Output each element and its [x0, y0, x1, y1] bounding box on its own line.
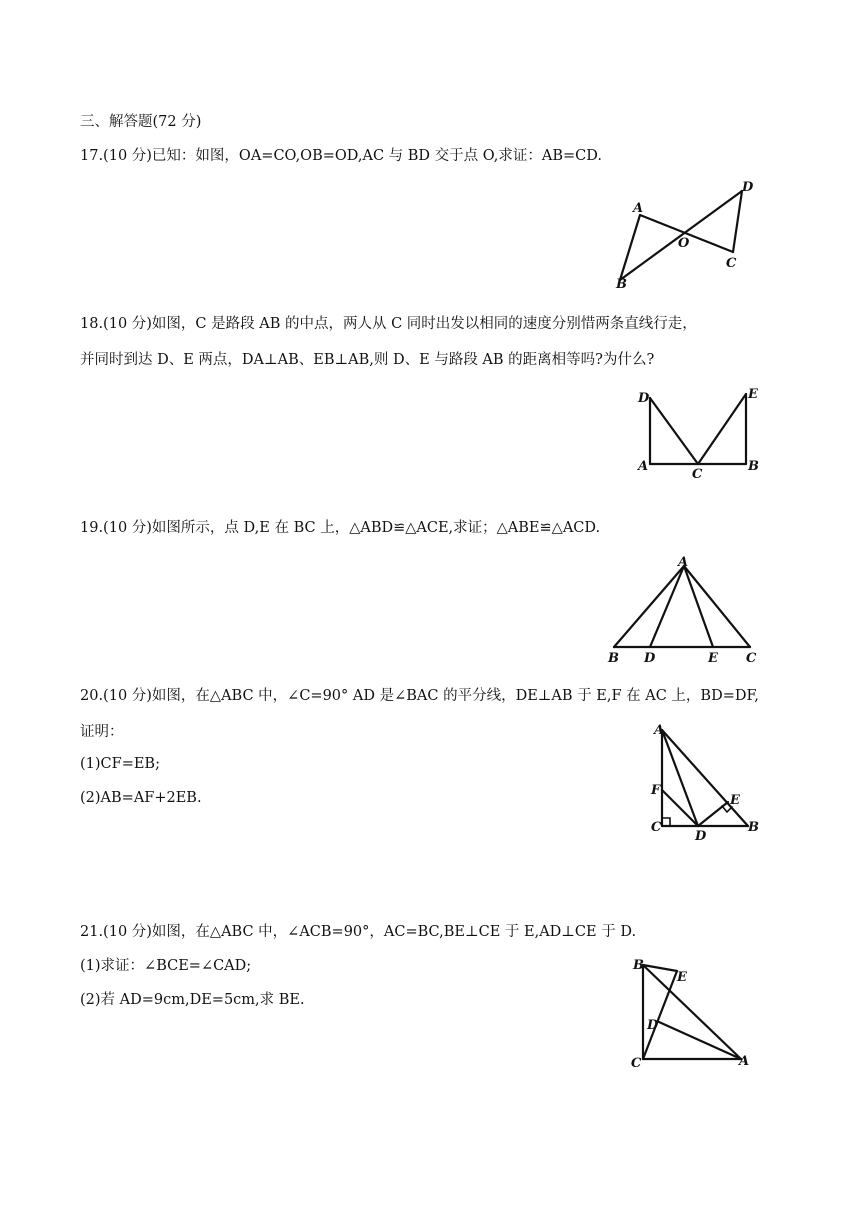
right-angle-c: [662, 818, 670, 826]
segment-ad: [650, 566, 684, 647]
segment-de: [698, 802, 728, 826]
segment-ce: [698, 394, 746, 464]
segment-ad: [662, 730, 698, 826]
segment-ab: [662, 730, 748, 826]
segment-ba: [643, 965, 741, 1059]
question-20-line-2: 证明：: [80, 724, 124, 740]
label-a: A: [654, 723, 665, 738]
question-20-part-2: (2)AB=AF+2EB.: [80, 790, 202, 806]
label-a: A: [678, 555, 689, 570]
label-b: B: [633, 958, 644, 973]
label-c: C: [746, 651, 757, 666]
figure-17: [600, 175, 770, 295]
question-20-part-1: (1)CF=EB;: [80, 756, 160, 772]
question-19-text: 19.(10 分)如图所示，点 D,E 在 BC 上，△ABD≌△ACE,求证；△ABE≌△ACD.: [80, 520, 601, 536]
question-21-part-1: (1)求证：∠BCE=∠CAD;: [80, 958, 252, 974]
question-17-text: 17.(10 分)已知：如图，OA=CO,OB=OD,AC 与 BD 交于点 O,求证：AB=CD.: [80, 148, 602, 164]
segment-cd: [733, 191, 742, 252]
question-21-line-1: 21.(10 分)如图，在△ABC 中，∠ACB=90°，AC=BC,BE⊥CE 于 E,AD⊥CE 于 D.: [80, 924, 637, 940]
question-18-line-2: 并同时到达 D、E 两点，DA⊥AB、EB⊥AB,则 D、E 与路段 AB 的距离相等吗?为什么?: [80, 352, 655, 368]
label-d: D: [695, 829, 707, 844]
label-c: C: [692, 467, 703, 482]
label-b: B: [748, 820, 759, 835]
figure-20: [640, 718, 770, 848]
label-a: A: [638, 459, 649, 474]
question-18-line-1: 18.(10 分)如图，C 是路段 AB 的中点，两人从 C 同时出发以相同的速度分别惜两条直线行走，: [80, 316, 697, 332]
label-f: F: [651, 783, 661, 798]
label-c: C: [726, 256, 737, 271]
question-21-part-2: (2)若 AD=9cm,DE=5cm,求 BE.: [80, 992, 305, 1008]
label-a: A: [633, 201, 644, 216]
label-e: E: [748, 387, 758, 402]
segment-dc: [650, 398, 698, 464]
label-d: D: [644, 651, 656, 666]
segment-ec: [643, 971, 677, 1059]
segment-ab: [620, 215, 640, 280]
label-e: E: [677, 970, 687, 985]
label-d: D: [647, 1018, 659, 1033]
label-e: E: [708, 651, 718, 666]
segment-ab: [614, 566, 684, 647]
label-a: A: [739, 1054, 750, 1069]
label-d: D: [638, 391, 650, 406]
segment-fd: [662, 790, 698, 826]
segment-ae: [684, 566, 713, 647]
question-20-line-1: 20.(10 分)如图，在△ABC 中，∠C=90° AD 是∠BAC 的平分线，DE⊥AB 于 E,F 在 AC 上，BD=DF,: [80, 688, 759, 704]
label-c: C: [651, 820, 662, 835]
figure-21: [625, 955, 760, 1075]
label-b: B: [616, 277, 627, 292]
label-b: B: [748, 459, 759, 474]
figure-19: [600, 552, 770, 667]
label-c: C: [631, 1056, 642, 1071]
segment-ac: [684, 566, 750, 647]
section-title: 三、解答题(72 分): [80, 114, 202, 130]
label-b: B: [608, 651, 619, 666]
label-o: O: [678, 236, 690, 251]
label-d: D: [742, 180, 754, 195]
figure-18: [630, 380, 770, 480]
segment-da: [659, 1022, 741, 1059]
label-e: E: [730, 793, 740, 808]
